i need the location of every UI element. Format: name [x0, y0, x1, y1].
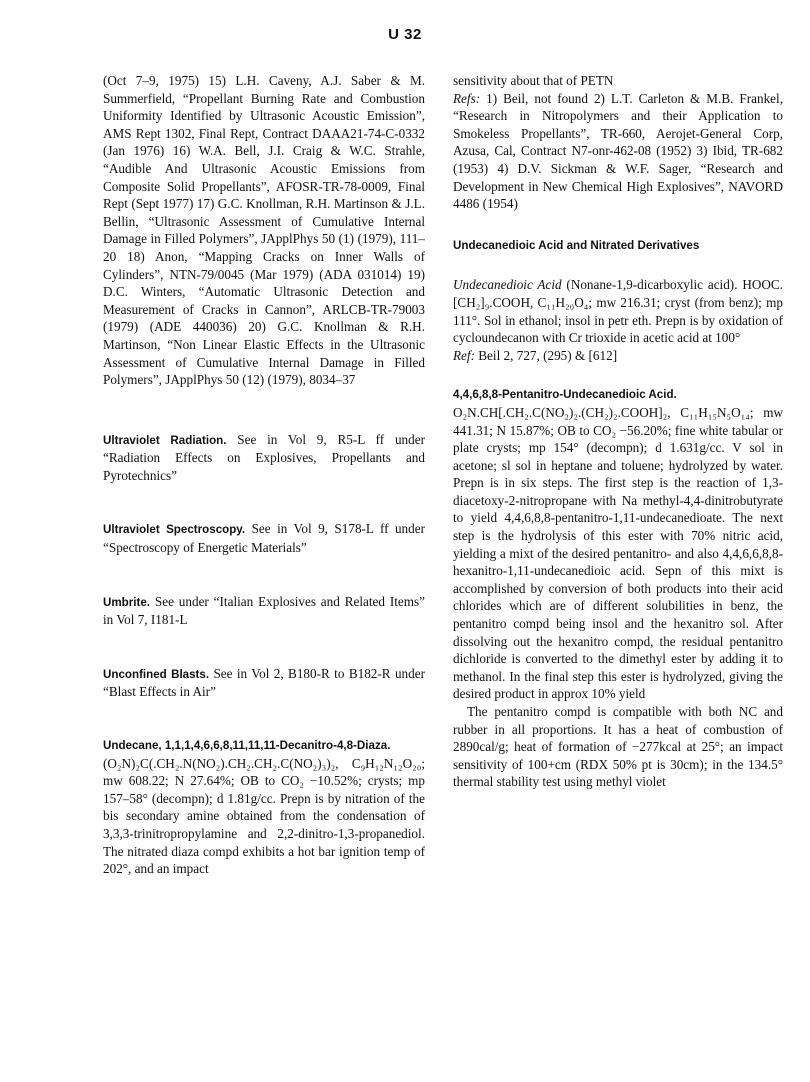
entry-text: (Nonane-1,9-dicarboxylic acid). HOOC.[CH₂]₉.COOH, C₁₁H₂₀O₄; mw 216.31; cryst (from benz); mp 111°. Sol in ethanol; insol in petr eth. Prepn is by oxidation of cycloundecanon with Cr trioxide in acetic acid at 100° [453, 277, 783, 346]
entry-reference [453, 347, 783, 365]
page-number: U 32 [388, 26, 422, 43]
entry-heading: Unconfined Blasts. [103, 667, 210, 681]
entry-heading: Umbrite. [103, 595, 151, 609]
entry-text: See in Vol 9, S178-L ff under “Spectroscopy of Energetic Materials” [103, 521, 425, 556]
references [453, 90, 783, 213]
entry-heading: Ultraviolet Radiation. [103, 433, 227, 447]
entry-pentanitro-heading: 4,4,6,8,8-Pentanitro-Undecanedioic Acid. [453, 388, 677, 402]
entry-text: See under “Italian Explosives and Related Items” in Vol 7, I181-L [103, 593, 425, 628]
entry-text: See in Vol 2, B180-R to B182-R under “Blast Effects in Air” [103, 665, 425, 700]
entry-undecanedioic-acid [453, 276, 783, 346]
ref-label: Ref: [453, 347, 475, 363]
entry-umbrite [103, 593, 425, 629]
entry-undecane-text: (O₂N)₂C(.CH₂.N(NO₂).CH₂.CH₂.C(NO₂)₃)₂, C₉H₁₂N₁₂O₂₀; mw 608.22; N 27.64%; OB to CO₂ −10.52%; crysts; mp 157–58° (decompn); d 1.81g/cc. Prepn is by nitration of the bis secondary amine obtained from the condensation of 3,3,3-trinitropropylamine and 2,2-dinitro-1,3-propanediol. The nitrated diaza compd exhibits a hot bar ignition temp of 202°, and an impact [103, 755, 425, 877]
entry-unconfined-blasts [103, 665, 425, 701]
entry-text: See in Vol 9, R5-L ff under “Radiation Effects on Explosives, Propellants and Pyrotechnics” [103, 431, 425, 483]
refs-label: Refs: [453, 90, 481, 106]
entry-undecane-heading: Undecane, 1,1,1,4,6,6,8,11,11,11-Decanitro-4,8-Diaza. [103, 739, 391, 753]
left-column [103, 72, 425, 878]
ref-text: Beil 2, 727, (295) & [612] [474, 347, 618, 363]
refs-text: 1) Beil, not found 2) L.T. Carleton & M.B. Frankel, “Research in Nitropolymers and their Application to Smokeless Propellants”, TR-660, Aerojet-General Corp, Azusa, Cal, Contract N7-onr-462-08 (1952) 3) Ibid, TR-682 (1953) 4) D.V. Sickman & W.F. Sager, “Research and Development in New Chemical High Explosives”, NAVORD 4486 (1954) [453, 90, 783, 212]
entry-name: Undecanedioic Acid [453, 277, 562, 293]
entry-ultraviolet-radiation [103, 431, 425, 485]
references-continued: (Oct 7–9, 1975) 15) L.H. Caveny, A.J. Saber & M. Summerfield, “Propellant Burning Rate and Combustion Uniformity Identified by Ultrasonic Acoustic Emission”, AMS Rept 1302, Final Rept, Contract DAAA21-74-C-0332 (Jan 1976) 16) W.A. Bell, J.I. Craig & W.C. Strahle, “Audible And Ultrasonic Acoustic Emissions from Composite Solid Propellants”, AFOSR-TR-78-0009, Final Rept (Sept 1977) 17) G.C. Knollman, R.H. Martinson & J.L. Bellin, “Ultrasonic Assessment of Cumulative Internal Damage in Filled Polymers”, JApplPhys 50 (1) (1979), 111–20 18) Anon, “Mapping Cracks on Inner Walls of Cylinders”, NTN-79/0045 (Mar 1979) (ADA 031014) 19) D.C. Winters, “Automatic Ultrasonic Detection and Measurement of Cracks in Cannon”, ARLCB-TR-79003 (1979) (ADE 440036) 20) G.C. Knollman & R.H. Martinson, “Non Linear Elastic Effects in the Ultrasonic Assessment of Cumulative Internal Damage in Filled Polymers”, JApplPhys 50 (12) (1979), 8034–37 [103, 73, 425, 388]
right-column [453, 72, 783, 791]
entry-ultraviolet-spectroscopy [103, 520, 425, 556]
continued-text: sensitivity about that of PETN [453, 73, 614, 88]
entry-pentanitro-text: O₂N.CH[.CH₂.C(NO₂)₂.(CH₂)₂.COOH]₂, C₁₁H₁₅N₅O₁₄; mw 441.31; N 15.87%; OB to CO₂ −56.20%; fine white tabular or plate crysts; mp 154° (decompn); d 1.631g/cc. V sol in acetone; sl sol in heptane and toluene; hydrolyzed by water. Prepn is in six steps. The first step is the reaction of 1,3-diacetoxy-2-nitropropane with Na methyl-4,4-dinitrobutyrate to yield 4,4,6,8,8-pentanitro-1,11-undecanedioate. The next step is the hydrolysis of this ester with 70% nitric acid, yielding a mixt of the desired pentanitro- and also 4,4,6,6,8,8-hexanitro-1,11-undecanedioic acid. Sepn of this mixt is accomplished by conversion of both products into their acid chlorides which are of different solubilities in benz, the pentanitro compd being insol and the hexanitro sol. After dissolving out the hexanitro compd, the residual pentanitro dichloride is converted to the dimethyl ester by adding it to methanol. In the final step this ester is hydrolyzed, giving the desired product in approx 10% yield [453, 404, 783, 702]
entry-heading: Ultraviolet Spectroscopy. [103, 523, 246, 537]
entry-pentanitro-text-2: The pentanitro compd is compatible with both NC and rubber in all proportions. It has a heat of combustion of 2890cal/g; heat of formation of −277kcal at 25°; an impact sensitivity of 100+cm (RDX 50% pt is 30cm); in the 134.5° thermal stability test using methyl violet [453, 704, 783, 790]
section-heading: Undecanedioic Acid and Nitrated Derivatives [453, 238, 700, 252]
